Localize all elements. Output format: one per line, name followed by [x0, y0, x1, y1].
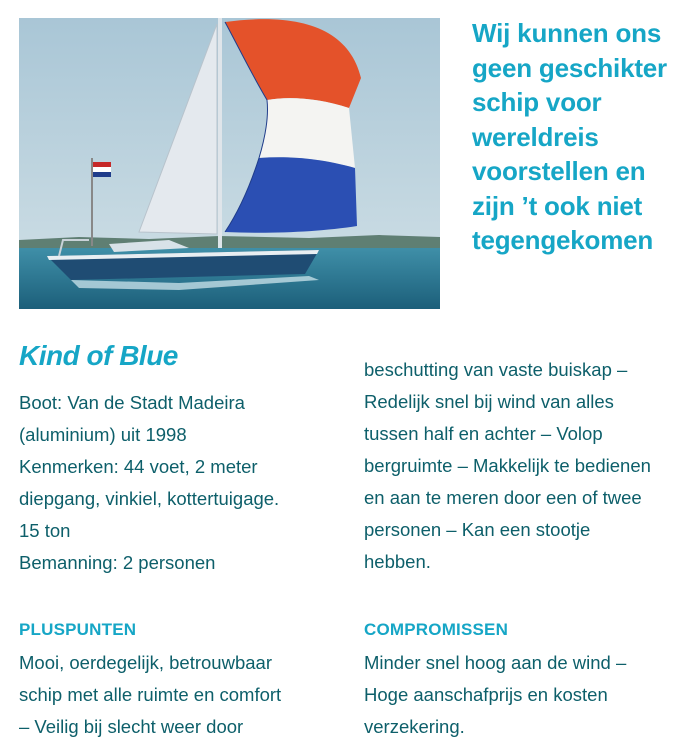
pull-quote-line: Wij kunnen ons — [472, 18, 662, 48]
pluspunten-line: Mooi, oerdegelijk, betrouwbaar — [19, 652, 272, 673]
compromissen-line: Minder snel hoog aan de wind – — [364, 652, 627, 673]
boat-title: Kind of Blue — [19, 340, 178, 371]
pluspunten-line: bergruimte – Makkelijk te bedienen — [364, 455, 651, 476]
pull-quote-line: wereldreis — [472, 121, 599, 152]
spec-line: 15 ton — [19, 520, 71, 541]
spec-line: Kenmerken: 44 voet, 2 meter — [19, 456, 258, 477]
spec-line: Boot: Van de Stadt Madeira — [19, 392, 245, 413]
pull-quote-line: tegengekomen — [472, 225, 654, 255]
sailboat-photo — [19, 18, 440, 309]
pluspunten-line: personen – Kan een stootje — [364, 519, 591, 540]
pluspunten-heading: PLUSPUNTEN — [19, 620, 137, 639]
spec-line: (aluminium) uit 1998 — [19, 424, 187, 445]
compromissen-line: Hoge aanschafprijs en kosten — [364, 684, 608, 705]
pluspunten-line: Redelijk snel bij wind van alles — [364, 391, 614, 412]
pluspunten-line: beschutting van vaste buiskap – — [364, 359, 628, 380]
pull-quote — [472, 16, 677, 258]
pluspunten-line: schip met alle ruimte en comfort — [19, 684, 282, 705]
pluspunten-line: – Veilig bij slecht weer door — [19, 716, 244, 737]
compromissen-text — [364, 647, 669, 743]
pluspunten-line: hebben. — [364, 551, 431, 572]
spec-line: Bemanning: 2 personen — [19, 552, 216, 573]
pull-quote-line: schip voor — [472, 87, 602, 117]
compromissen-heading: COMPROMISSEN — [364, 620, 509, 639]
pluspunten-text — [19, 647, 344, 743]
pull-quote-line: zijn ’t ook niet — [472, 190, 643, 221]
pluspunten-line: en aan te meren door een of twee — [364, 487, 642, 508]
spec-line: diepgang, vinkiel, kottertuigage. — [19, 488, 280, 509]
pluspunten-line: tussen half en achter – Volop — [364, 423, 603, 444]
boat-specs — [19, 387, 344, 579]
compromissen-line: verzekering. — [364, 716, 465, 737]
pluspunten-continued — [364, 354, 669, 578]
pull-quote-line: voorstellen en — [472, 156, 646, 186]
pull-quote-line: geen geschikter — [472, 52, 667, 83]
